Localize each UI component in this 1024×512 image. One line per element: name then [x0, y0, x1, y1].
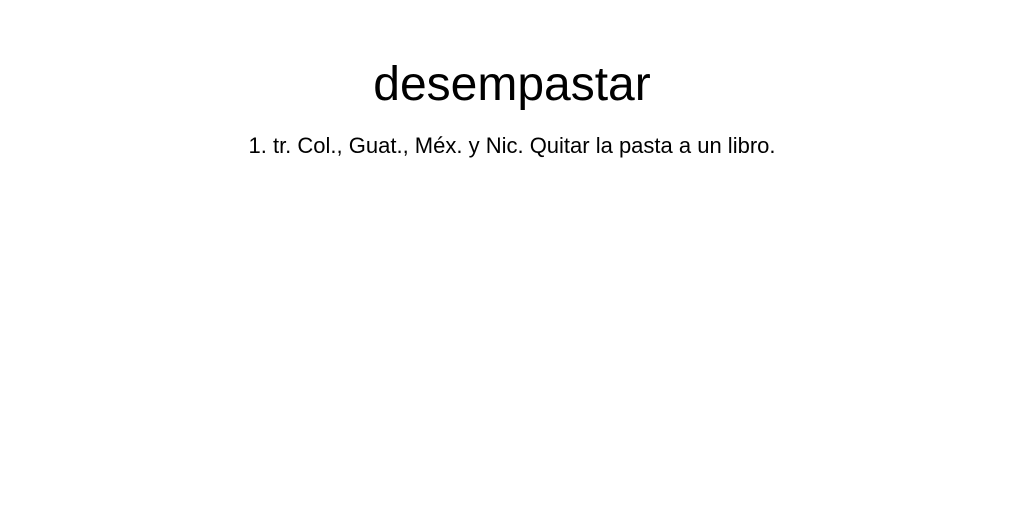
entry-headword: desempastar: [373, 58, 651, 111]
entry-definition: 1. tr. Col., Guat., Méx. y Nic. Quitar la pasta a un libro.: [248, 133, 776, 158]
